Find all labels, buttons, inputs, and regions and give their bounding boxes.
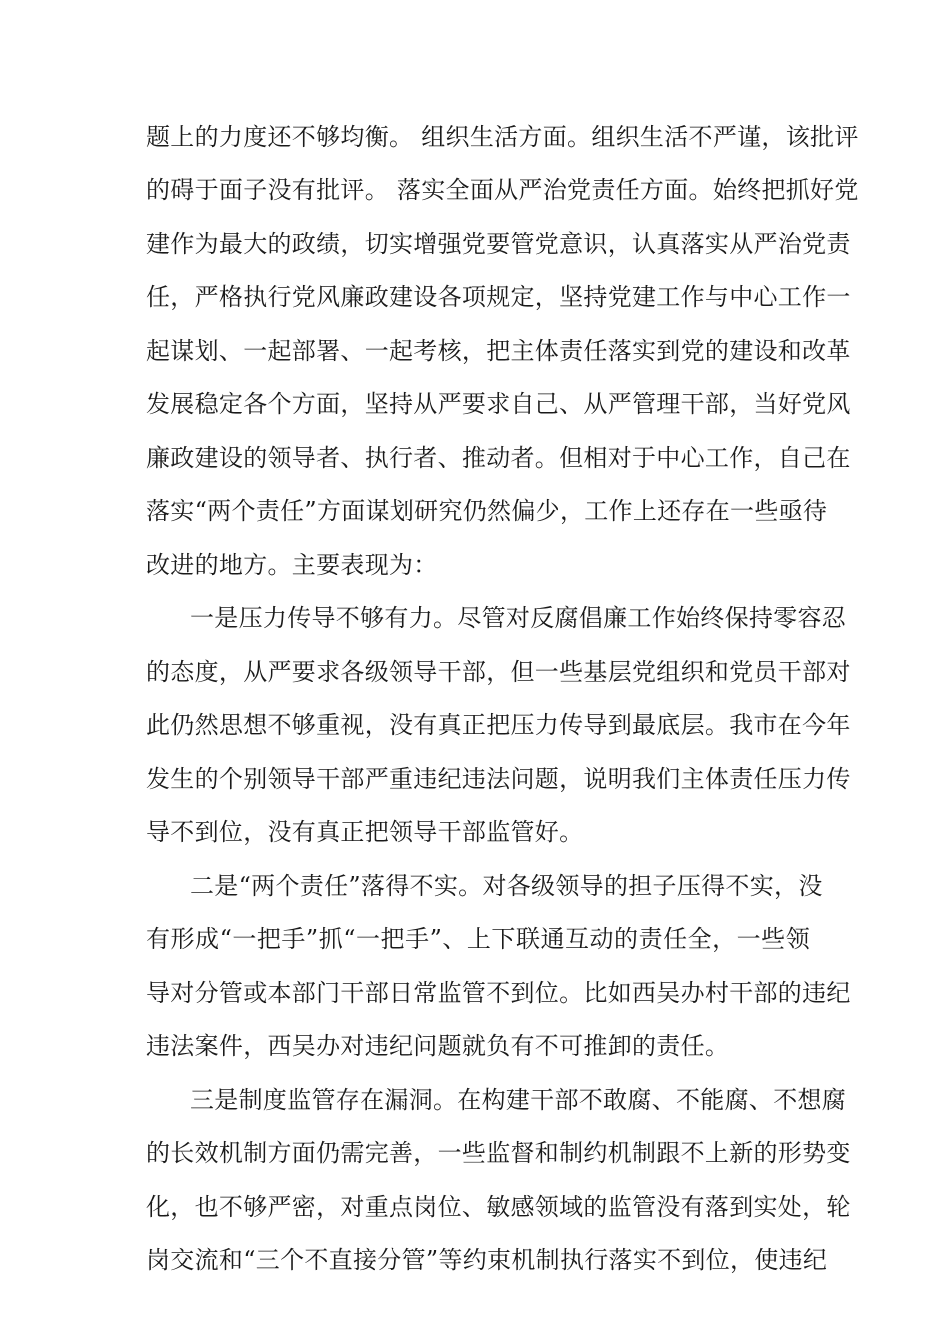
text-line: 岗交流和“三个不直接分管”等约束机制执行落实不到位，使违纪 <box>146 1246 828 1274</box>
paragraph-first-line: 三是制度监管存在漏洞。在构建干部不敢腐、不能腐、不想腐 <box>190 1086 847 1114</box>
text-line: 建作为最大的政绩，切实增强党要管党意识，认真落实从严治党责 <box>146 230 851 258</box>
text-line: 题上的力度还不够均衡。 组织生活方面。组织生活不严谨，该批评 <box>146 123 859 151</box>
text-line: 导不到位，没有真正把领导干部监管好。 <box>146 818 584 846</box>
text-line: 化，也不够严密，对重点岗位、敏感领域的监管没有落到实处，轮 <box>146 1193 851 1221</box>
text-line: 改进的地方。主要表现为： <box>146 551 438 579</box>
text-line: 廉政建设的领导者、执行者、推动者。但相对于中心工作，自己在 <box>146 444 851 472</box>
text-line: 的碍于面子没有批评。 落实全面从严治党责任方面。始终把抓好党 <box>146 176 859 204</box>
text-line: 违法案件，西吴办对违纪问题就负有不可推卸的责任。 <box>146 1032 730 1060</box>
text-line: 任，严格执行党风廉政建设各项规定，坚持党建工作与中心工作一 <box>146 283 851 311</box>
text-line: 此仍然思想不够重视，没有真正把压力传导到最底层。我市在今年 <box>146 711 851 739</box>
text-line: 起谋划、一起部署、一起考核，把主体责任落实到党的建设和改革 <box>146 337 851 365</box>
text-line: 落实“两个责任”方面谋划研究仍然偏少，工作上还存在一些亟待 <box>146 497 828 525</box>
paragraph-first-line: 二是“两个责任”落得不实。对各级领导的担子压得不实，没 <box>190 872 823 900</box>
text-line: 发展稳定各个方面，坚持从严要求自己、从严管理干部，当好党风 <box>146 390 851 418</box>
text-line: 的态度，从严要求各级领导干部，但一些基层党组织和党员干部对 <box>146 658 851 686</box>
text-line: 有形成“一把手”抓“一把手”、上下联通互动的责任全，一些领 <box>146 925 810 953</box>
text-line: 导对分管或本部门干部日常监管不到位。比如西吴办村干部的违纪 <box>146 979 851 1007</box>
text-line: 的长效机制方面仍需完善，一些监督和制约机制跟不上新的形势变 <box>146 1139 851 1167</box>
paragraph-first-line: 一是压力传导不够有力。尽管对反腐倡廉工作始终保持零容忍 <box>190 604 847 632</box>
text-line: 发生的个别领导干部严重违纪违法问题，说明我们主体责任压力传 <box>146 765 851 793</box>
